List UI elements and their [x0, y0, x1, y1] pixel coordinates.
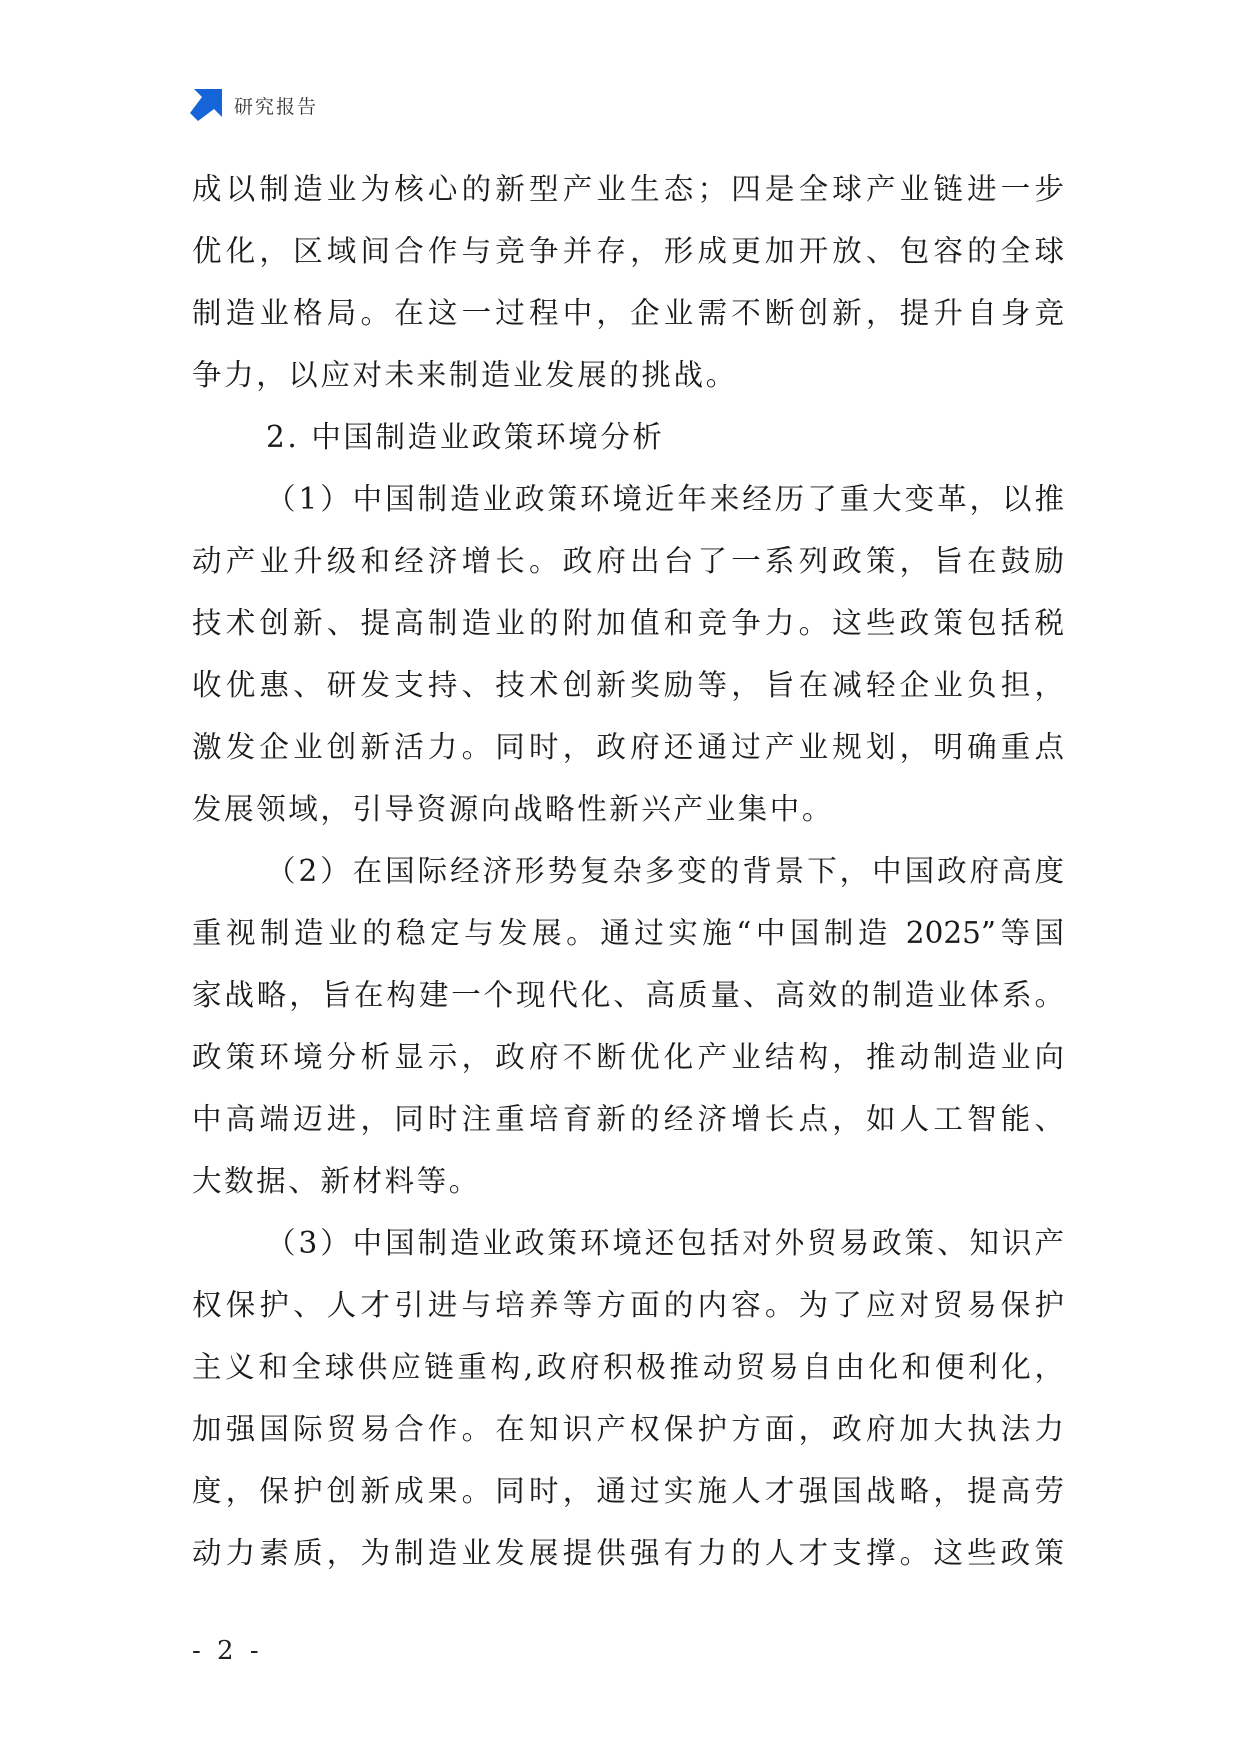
body-line: 激发企业创新活力。同时，政府还通过产业规划，明确重点: [192, 730, 1064, 764]
body-line: 成以制造业为核心的新型产业生态；四是全球产业链进一步: [192, 172, 1064, 206]
body-line: 重视制造业的稳定与发展。通过实施“中国制造 2025”等国: [192, 916, 1064, 950]
body-line: 制造业格局。在这一过程中，企业需不断创新，提升自身竞: [192, 296, 1064, 330]
report-header: [190, 88, 318, 122]
body-line: 加强国际贸易合作。在知识产权保护方面，政府加大执法力: [192, 1412, 1064, 1446]
body-line: 动力素质，为制造业发展提供强有力的人才支撑。这些政策: [192, 1536, 1064, 1570]
paragraph-start-line: （1）中国制造业政策环境近年来经历了重大变革，以推: [266, 482, 1064, 516]
document-body: [192, 158, 1064, 1584]
paragraph-start-line: （2）在国际经济形势复杂多变的背景下，中国政府高度: [266, 854, 1064, 888]
body-line: 优化，区域间合作与竞争并存，形成更加开放、包容的全球: [192, 234, 1064, 268]
body-line: 主义和全球供应链重构,政府积极推动贸易自由化和便利化，: [192, 1350, 1064, 1384]
body-line: 家战略，旨在构建一个现代化、高质量、高效的制造业体系。: [192, 978, 1064, 1012]
arrow-up-right-icon: [190, 89, 222, 121]
body-line: 争力，以应对未来制造业发展的挑战。: [192, 358, 738, 392]
body-line: 政策环境分析显示，政府不断优化产业结构，推动制造业向: [192, 1040, 1064, 1074]
page-number: - 2 -: [192, 1636, 263, 1666]
section-heading: 2. 中国制造业政策环境分析: [266, 420, 665, 454]
body-line: 发展领域，引导资源向战略性新兴产业集中。: [192, 792, 835, 826]
body-line: 技术创新、提高制造业的附加值和竞争力。这些政策包括税: [192, 606, 1064, 640]
paragraph-start-line: （3）中国制造业政策环境还包括对外贸易政策、知识产: [266, 1226, 1064, 1260]
body-line: 权保护、人才引进与培养等方面的内容。为了应对贸易保护: [192, 1288, 1064, 1322]
body-line: 中高端迈进，同时注重培育新的经济增长点，如人工智能、: [192, 1102, 1064, 1136]
body-line: 度，保护创新成果。同时，通过实施人才强国战略，提高劳: [192, 1474, 1064, 1508]
body-line: 大数据、新材料等。: [192, 1164, 481, 1198]
header-title: 研究报告: [234, 95, 319, 118]
body-line: 动产业升级和经济增长。政府出台了一系列政策，旨在鼓励: [192, 544, 1064, 578]
body-line: 收优惠、研发支持、技术创新奖励等，旨在减轻企业负担，: [192, 668, 1064, 702]
